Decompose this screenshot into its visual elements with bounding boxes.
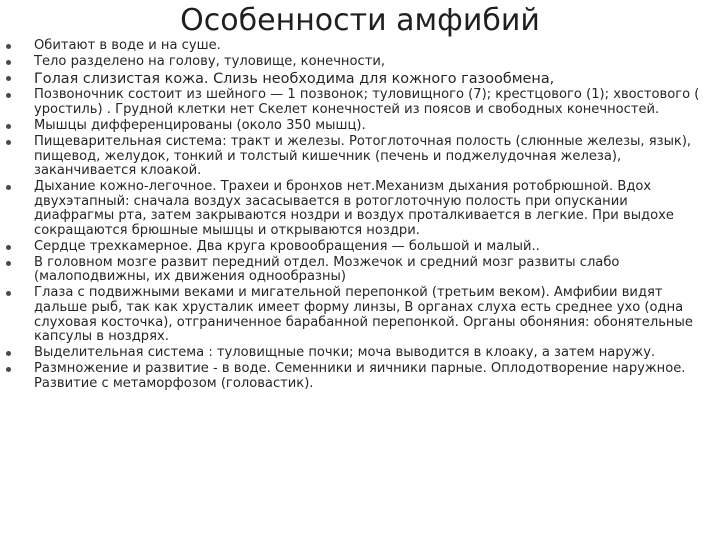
bullet-item-muscles (0, 119, 720, 134)
bullet-item-skin (0, 71, 720, 87)
bullet-item-heart (0, 240, 720, 255)
bullet-point-icon (6, 261, 11, 266)
bullet-item-brain (0, 256, 720, 285)
bullet-text: Тело разделено на голову, туловище, конечности, (34, 53, 386, 69)
bullet-text: Выделительная система : туловищные почки; моча выводится в клоаку, а затем наружу. (34, 345, 656, 361)
bullet-list (0, 39, 720, 393)
bullet-point-icon (6, 76, 11, 81)
bullet-text: Обитают в воде и на суше. (34, 38, 221, 53)
bullet-text: Размножение и развитие - в воде. Семенники и яичники парные. Оплодотворение наружное. Развитие с метаморфозом (головастик). (34, 361, 686, 391)
bullet-item-body (0, 55, 720, 70)
bullet-item-excretion (0, 346, 720, 361)
bullet-point-icon (6, 44, 11, 49)
bullet-point-icon (6, 60, 11, 65)
bullet-item-spine (0, 88, 720, 117)
bullet-point-icon (6, 93, 11, 98)
bullet-text: Дыхание кожно-легочное. Трахеи и бронхов нет.Механизм дыхания ротобрюшной. Вдох двухэтапный: сначала воздух засасывается в ротоглоточную полость при опускании диафрагмы рта, затем закрываются ноздри и воздух проталкивается в легкие. При выдохе сокращаются брюшные мышцы и открываются ноздри. (34, 179, 674, 238)
bullet-point-icon (6, 185, 11, 190)
slide-title: Особенности амфибий (180, 3, 540, 38)
bullet-point-icon (6, 245, 11, 250)
bullet-text: Глаза с подвижными веками и мигательной перепонкой (третьим веком). Амфибии видят дальше рыб, так как хрусталик имеет форму линзы, В органах слуха есть среднее ухо (одна слуховая косточка), отграниченное барабанной перепонкой. Органы обоняния: обонятельные капсулы в ноздрях. (34, 285, 693, 345)
bullet-point-icon (6, 351, 11, 356)
bullet-item-digestion (0, 135, 720, 179)
bullet-text: Мышцы дифференцированы (около 350 мышц). (34, 117, 366, 133)
bullet-text: Голая слизистая кожа. Слизь необходима для кожного газообмена, (34, 70, 555, 87)
bullet-point-icon (6, 124, 11, 129)
bullet-item-senses (0, 286, 720, 344)
bullet-text: В головном мозге развит передний отдел. Мозжечок и средний мозг развиты слабо (малоподвижны, их движения однообразны) (34, 254, 620, 285)
bullet-text: Позвоночник состоит из шейного — 1 позвонок; туловищного (7); крестцового (1); хвостового ( уростиль) . Грудной клетки нет Скелет конечностей из поясов и свободных конечностей. (34, 87, 700, 117)
bullet-point-icon (6, 367, 11, 372)
bullet-item-respiration (0, 180, 720, 238)
bullet-item-habitat (0, 39, 720, 54)
bullet-item-reproduction (0, 362, 720, 391)
bullet-text: Пищеварительная система: тракт и железы. Ротоглоточная полость (слюнные железы, язык), пищевод, желудок, тонкий и толстый кишечник (печень и поджелудочная железа), заканчивается клоакой. (34, 133, 692, 179)
bullet-point-icon (6, 140, 11, 145)
bullet-point-icon (6, 291, 11, 296)
bullet-text: Сердце трехкамерное. Два круга кровообращения — большой и малый.. (34, 238, 540, 254)
